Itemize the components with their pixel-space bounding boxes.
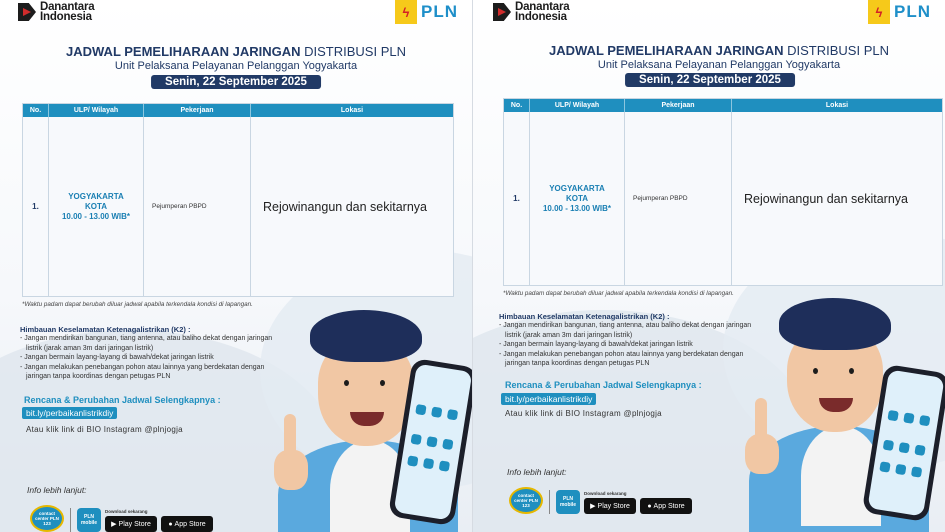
footnote: *Waktu padam dapat berubah diluar jadwal apabila terkendala kondisi di lapangan. — [22, 301, 253, 308]
app-icon — [426, 436, 437, 447]
list-item: - Jangan mendirikan bangunan, tiang antenna, atau baliho dekat dengan jaringan listrik (jarak aman 3m dari jaringan listrik) — [20, 335, 273, 352]
list-item: - Jangan melakukan penebangan pohon atau lainnya yang berdekatan dengan jaringan tanpa koordinas dengan petugas PLN — [499, 350, 744, 368]
row-lokasi: Rejowinangun dan sekitarnya — [263, 199, 427, 214]
pln-text: PLN — [421, 2, 458, 21]
footer-badges — [30, 505, 213, 532]
row-wilayah — [49, 117, 144, 296]
title-regular: DISTRIBUSI PLN — [787, 43, 889, 58]
app-icon — [415, 404, 426, 415]
play-store-label: Play Store — [118, 520, 151, 528]
page-subtitle: Unit Pelaksana Pelayanan Pelanggan Yogyakarta — [114, 60, 358, 72]
eye — [849, 368, 854, 374]
row-pekerjaan: Pejumperan PBPD — [625, 112, 732, 285]
danantara-icon — [493, 3, 511, 21]
list-item: - Jangan bermain layang-layang di bawah/dekat jaringan listrik — [499, 341, 693, 349]
store-group — [584, 491, 692, 514]
title-bold: JADWAL PEMELIHARAAN JARINGAN — [549, 43, 784, 58]
app-store-label: App Store — [174, 520, 206, 528]
apple-icon: ● — [647, 502, 652, 510]
col-lokasi: Lokasi — [825, 102, 849, 109]
play-store-button[interactable] — [584, 498, 636, 514]
danantara-logo — [493, 2, 569, 22]
himbauan-list — [20, 334, 275, 382]
app-icon — [914, 445, 925, 456]
row-lokasi: Rejowinangun dan sekitarnya — [744, 191, 908, 206]
app-icon — [911, 466, 922, 477]
app-icon — [887, 410, 898, 421]
pln-text: PLN — [894, 2, 931, 21]
play-store-button[interactable] — [105, 516, 157, 532]
hair — [310, 310, 422, 362]
instagram-note: Atau klik link di BIO Instagram @plnjogja — [26, 425, 183, 434]
col-pekerjaan: Pekerjaan — [144, 104, 251, 117]
wilayah-line1: YOGYAKARTA — [68, 191, 124, 201]
app-store-button[interactable] — [161, 516, 213, 532]
lightning-icon: ϟ — [395, 0, 417, 24]
himbauan-title: Himbauan Keselamatan Ketenagalistrikan (K2) : — [499, 312, 670, 321]
danantara-name: Danantara — [515, 1, 570, 13]
eye — [380, 380, 385, 386]
app-icon — [903, 412, 914, 423]
eye — [344, 380, 349, 386]
pln-mobile-icon[interactable]: PLN mobile — [77, 508, 101, 532]
pln-logo — [395, 0, 458, 24]
waktu: 10.00 - 13.00 WIB* — [61, 211, 131, 221]
app-icon — [899, 442, 910, 453]
col-pekerjaan: Pekerjaan — [625, 99, 732, 112]
store-group — [105, 509, 213, 532]
himbauan-title: Himbauan Keselamatan Ketenagalistrikan (K2) : — [20, 325, 191, 334]
app-icon — [879, 461, 890, 472]
wilayah-line1: YOGYAKARTA — [549, 183, 605, 193]
page-title — [0, 44, 472, 59]
wilayah-line2: KOTA — [565, 193, 589, 203]
pointing-finger — [284, 414, 296, 458]
col-wilayah: ULP/ Wilayah — [49, 104, 144, 117]
rencana-title: Rencana & Perubahan Jadwal Selengkapnya : — [505, 380, 702, 390]
title-regular: DISTRIBUSI PLN — [304, 44, 406, 59]
info-label: Info lebih lanjut: — [27, 485, 87, 495]
schedule-link[interactable]: bit.ly/perbaikanlistrikdiy — [501, 393, 596, 405]
schedule-table — [503, 98, 943, 286]
app-icon — [919, 415, 930, 426]
row-no: 1. — [23, 117, 49, 296]
list-item: - Jangan bermain layang-layang di bawah/dekat jaringan listrik — [20, 354, 214, 362]
wilayah-line2: KOTA — [84, 201, 108, 211]
contact-center-badge[interactable]: contact center PLN 123 — [509, 487, 543, 514]
divider — [549, 490, 550, 514]
date-badge: Senin, 22 September 2025 — [625, 73, 795, 87]
poster-right — [473, 0, 945, 532]
app-icon — [442, 439, 453, 450]
page-subtitle: Unit Pelaksana Pelayanan Pelanggan Yogyakarta — [597, 59, 841, 71]
info-label: Info lebih lanjut: — [507, 467, 567, 477]
app-icon — [410, 434, 421, 445]
eye — [813, 368, 818, 374]
list-item: - Jangan mendirikan bangunan, tiang antenna, atau baliho dekat dengan jaringan listrik (jarak aman 3m dari jaringan listrik) — [499, 322, 752, 339]
play-icon: ▶ — [111, 521, 117, 528]
schedule-table — [22, 103, 454, 297]
row-no: 1. — [504, 112, 530, 285]
download-label: Download sekarang — [105, 509, 148, 514]
app-icon — [431, 406, 442, 417]
danantara-country: Indonesia — [515, 11, 567, 23]
table-header — [23, 104, 453, 117]
app-icon — [883, 440, 894, 451]
table-row — [23, 117, 453, 296]
app-icon — [407, 455, 418, 466]
lightning-icon: ϟ — [868, 0, 890, 24]
play-icon: ▶ — [590, 503, 596, 510]
app-store-button[interactable] — [640, 498, 692, 514]
app-icon — [895, 464, 906, 475]
list-item: - Jangan melakukan penebangan pohon atau lainnya yang berdekatan dengan jaringan tanpa koordinas dengan petugas PLN — [20, 363, 265, 381]
danantara-icon — [18, 3, 36, 21]
app-store-label: App Store — [653, 502, 685, 510]
col-wilayah: ULP/ Wilayah — [530, 99, 625, 112]
waktu: 10.00 - 13.00 WIB* — [542, 203, 612, 213]
col-no: No. — [23, 104, 49, 117]
contact-center-badge[interactable]: contact center PLN 123 — [30, 505, 64, 532]
table-header — [504, 99, 942, 112]
footer-badges — [509, 487, 692, 514]
date-badge: Senin, 22 September 2025 — [151, 75, 321, 89]
app-icon — [423, 458, 434, 469]
footnote: *Waktu padam dapat berubah diluar jadwal apabila terkendala kondisi di lapangan. — [503, 290, 734, 297]
play-store-label: Play Store — [597, 502, 630, 510]
danantara-logo — [18, 2, 94, 22]
page-title — [483, 43, 945, 58]
row-wilayah — [530, 112, 625, 285]
pln-logo — [868, 0, 931, 24]
app-icon — [439, 460, 450, 471]
col-lokasi: Lokasi — [340, 107, 364, 114]
title-bold: JADWAL PEMELIHARAAN JARINGAN — [66, 44, 301, 59]
danantara-country: Indonesia — [40, 11, 92, 23]
pointing-finger — [755, 398, 767, 442]
divider — [70, 508, 71, 532]
app-icon — [447, 409, 458, 420]
pln-mobile-icon[interactable]: PLN mobile — [556, 490, 580, 514]
rencana-title: Rencana & Perubahan Jadwal Selengkapnya : — [24, 395, 221, 405]
hair — [779, 298, 891, 350]
col-no: No. — [504, 99, 530, 112]
table-row — [504, 112, 942, 285]
danantara-name: Danantara — [40, 1, 95, 13]
row-pekerjaan: Pejumperan PBPD — [144, 117, 251, 296]
apple-icon: ● — [168, 520, 173, 528]
download-label: Download sekarang — [584, 491, 627, 496]
instagram-note: Atau klik link di BIO Instagram @plnjogja — [505, 409, 662, 418]
poster-left — [0, 0, 472, 532]
schedule-link[interactable]: bit.ly/perbaikanlistrikdiy — [22, 407, 117, 419]
himbauan-list — [499, 321, 754, 369]
